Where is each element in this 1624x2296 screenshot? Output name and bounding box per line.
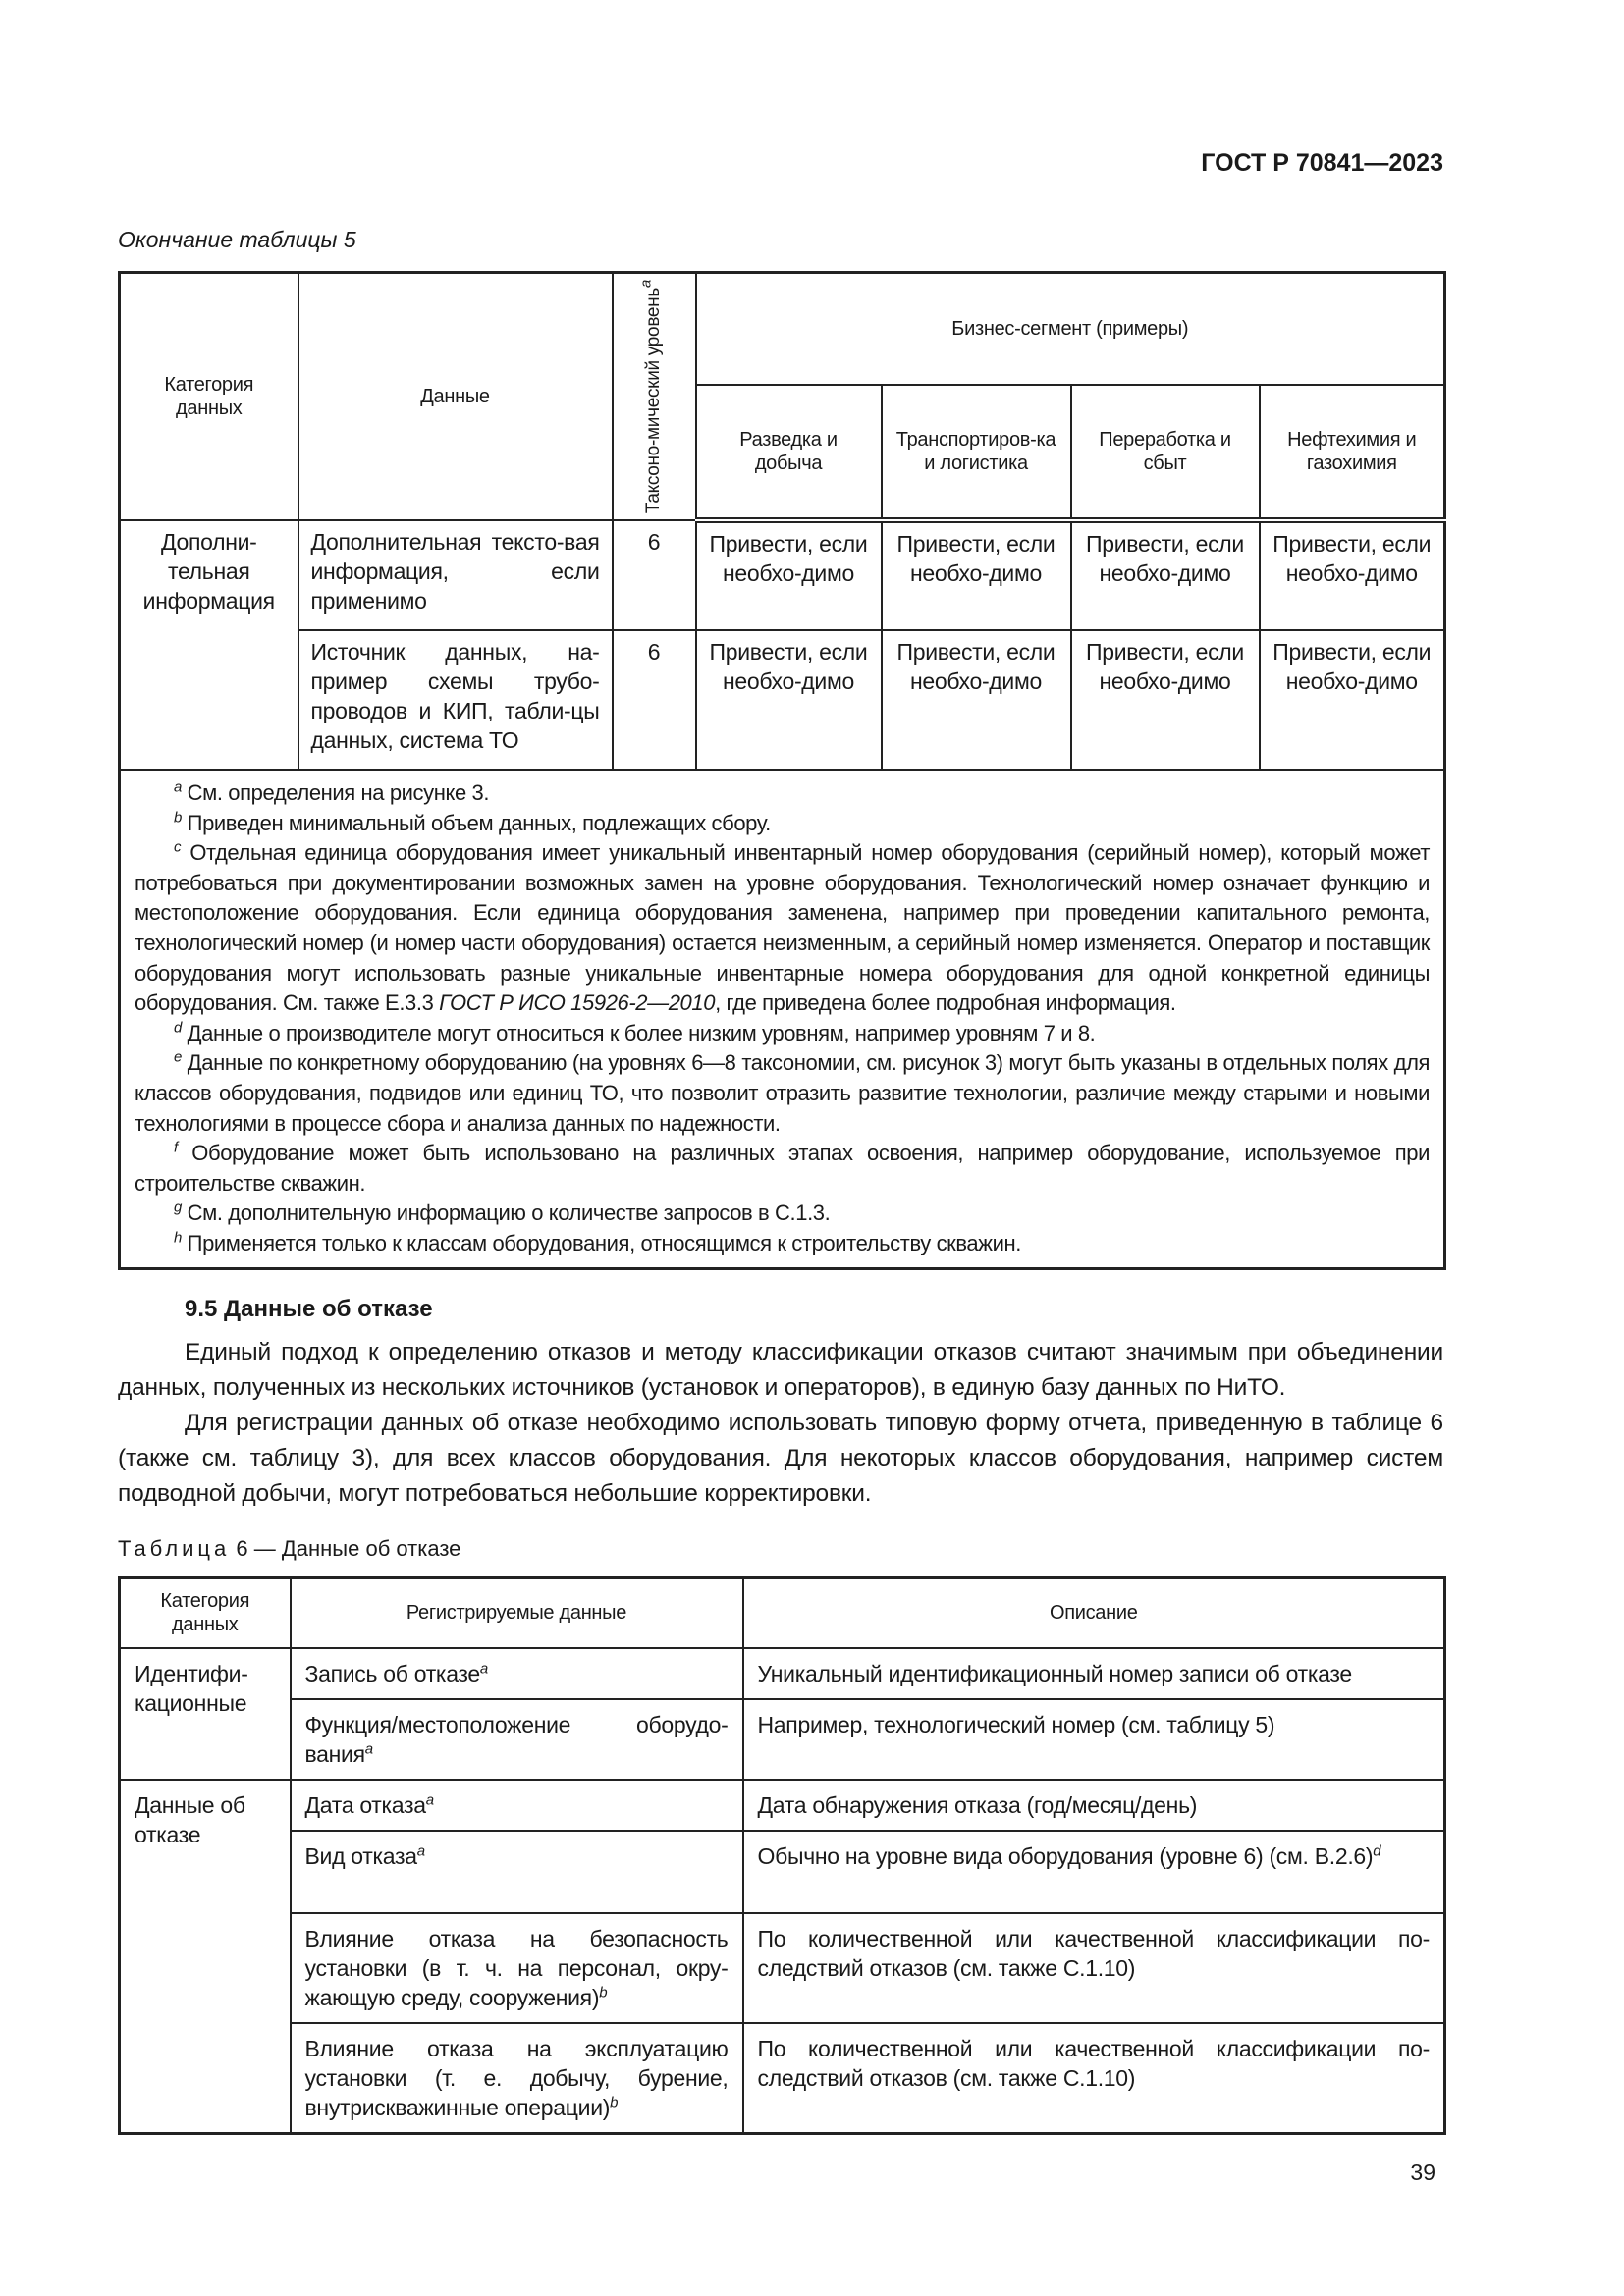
footnote-mark: g [174, 1200, 182, 1217]
table-row [120, 520, 1445, 630]
text: Влияние отказа на безопасность установки (в т. ч. на персонал, окру-жающую среду, сооружения) [304, 1926, 729, 2011]
header-segment: Разведка и добыча [696, 385, 882, 520]
table-caption [118, 1535, 1443, 1563]
footnote-mark: h [174, 1229, 182, 1247]
footnote-mark: b [599, 1984, 608, 2002]
text: Таблица [118, 1535, 231, 1561]
header-description: Описание [743, 1577, 1445, 1648]
footnote-mark: d [1373, 1842, 1381, 1860]
table-row [120, 1831, 1445, 1913]
footnote [135, 1229, 1430, 1259]
table-row [120, 1648, 1445, 1699]
level-cell: 6 [613, 520, 696, 630]
category-cell: Идентифи-кационные [120, 1648, 291, 1780]
segment-cell: Привести, если необхо-димо [882, 630, 1071, 770]
segment-cell: Привести, если необхо-димо [1071, 520, 1260, 630]
header-recorded-data: Регистрируемые данные [291, 1577, 743, 1648]
header-segment: Нефтехимия и газохимия [1260, 385, 1445, 520]
category-cell: Данные об отказе [120, 1780, 291, 2134]
segment-cell: Привести, если необхо-димо [882, 520, 1071, 630]
table-row [120, 1780, 1445, 1831]
header-category: Категория данных [120, 273, 298, 521]
footnote-mark: b [174, 809, 182, 827]
segment-cell: Привести, если необхо-димо [1260, 630, 1445, 770]
footnote [135, 838, 1430, 1019]
text: Данные о производителе могут относиться к более низким уровням, например уровням 7 и 8. [187, 1020, 1096, 1045]
segment-cell: Привести, если необхо-димо [1071, 630, 1260, 770]
category-cell: Дополни-тельная информация [120, 520, 298, 770]
table-6 [118, 1576, 1446, 2136]
footnote-mark: a [416, 1842, 425, 1860]
footnote [135, 1139, 1430, 1199]
data-cell [291, 1780, 743, 1831]
text: Оборудование может быть использовано на различных этапах освоения, например оборудование, используемое при строительстве скважин. [135, 1141, 1431, 1196]
text: Данные по конкретному оборудованию (на уровнях 6—8 таксономии, см. рисунок 3) могут быть указаны в отдельных полях для классов оборудования, подвидов или единиц ТО, что позволит отразить развитие технологии, различие между старыми и новыми технологиями в процессе сбора и анализа данных по надежности. [135, 1050, 1431, 1136]
data-cell [291, 1913, 743, 2023]
footnote-mark: a [637, 280, 655, 289]
footnote [135, 778, 1430, 809]
data-cell: Дополнительная тексто-вая информация, если применимо [298, 520, 613, 630]
data-cell: Источник данных, на-пример схемы трубо-проводов и КИП, табли-цы данных, система ТО [298, 630, 613, 770]
segment-cell: Привести, если необхо-димо [696, 630, 882, 770]
text: См. определения на рисунке 3. [187, 780, 490, 806]
table-row [120, 1699, 1445, 1780]
footnote-mark: d [174, 1019, 182, 1037]
table-continuation-label: Окончание таблицы 5 [118, 227, 356, 252]
description-cell [743, 1831, 1445, 1913]
footnote-mark: a [174, 778, 182, 796]
description-cell: По количественной или качественной классификации по-следствий отказов (см. также С.1.10) [743, 2023, 1445, 2134]
header-data: Данные [298, 273, 613, 521]
header-taxonomy-level [613, 273, 696, 521]
segment-cell: Привести, если необхо-димо [1260, 520, 1445, 630]
text: Приведен минимальный объем данных, подлежащих сбору. [187, 810, 771, 835]
page-number: 39 [1410, 2160, 1435, 2186]
document-page [118, 0, 1443, 2245]
table-row [120, 2023, 1445, 2134]
footnote [135, 809, 1430, 839]
data-cell [291, 2023, 743, 2134]
section-heading: 9.5 Данные об отказе [185, 1295, 433, 1322]
level-cell: 6 [613, 630, 696, 770]
description-cell: Например, технологический номер (см. таблицу 5) [743, 1699, 1445, 1780]
text: Функция/местоположение оборудо-вания [304, 1712, 729, 1768]
paragraph: Для регистрации данных об отказе необходимо использовать типовую форму отчета, приведенную в таблице 6 (также см. таблицу 3), для всех классов оборудования. Для некоторых классов оборудования, например систем подводной добычи, могут потребоваться небольшие корректировки. [118, 1409, 1443, 1507]
footnote [135, 1199, 1430, 1229]
standard-reference: ГОСТ Р ИСО 15926-2—2010 [439, 990, 716, 1016]
header-business-segment: Бизнес-сегмент (примеры) [696, 273, 1445, 385]
text: Применяется только к классам оборудования, относящимся к строительству скважин. [187, 1230, 1021, 1255]
footnote-mark: a [479, 1660, 488, 1678]
text: Обычно на уровне вида оборудования (уровне 6) (см. В.2.6) [757, 1843, 1374, 1870]
table-row [120, 630, 1445, 770]
footnote-mark: a [364, 1740, 373, 1758]
text: Влияние отказа на эксплуатацию установки (т. е. добычу, бурение, внутрискважинные операции) [304, 2036, 729, 2121]
description-cell: Дата обнаружения отказа (год/месяц/день) [743, 1780, 1445, 1831]
footnote-mark: e [174, 1049, 182, 1067]
footnote-mark: f [174, 1139, 178, 1156]
paragraph: Единый подход к определению отказов и методу классификации отказов считают значимым при объединении данных, полученных из нескольких источников (установок и операторов), в единую базу данных по НиТО. [118, 1338, 1443, 1401]
data-cell [291, 1648, 743, 1699]
header-segment: Транспортиров-ка и логистика [882, 385, 1071, 520]
footnote-mark: b [610, 2094, 619, 2111]
table-footnotes [120, 770, 1445, 1268]
data-cell [291, 1831, 743, 1913]
text: Дата отказа [304, 1792, 426, 1819]
text: 6 [236, 1535, 248, 1561]
text: См. дополнительную информацию о количестве запросов в С.1.3. [187, 1201, 831, 1226]
header-segment: Переработка и сбыт [1071, 385, 1260, 520]
segment-cell: Привести, если необхо-димо [696, 520, 882, 630]
table-5 [118, 271, 1446, 1270]
footnote-mark: c [174, 838, 182, 856]
taxonomy-level-label: Таксоно-мический уровень [643, 288, 664, 514]
description-cell: Уникальный идентификационный номер записи об отказе [743, 1648, 1445, 1699]
text: Отдельная единица оборудования имеет уникальный инвентарный номер оборудования (серийный номер), который может потребоваться при документировании возможных замен на уровне оборудования. Технологический номер означает функцию и местоположение оборудования. Если единица оборудования заменена, например при проведении капитального ремонта, технологический номер (и номер части оборудования) остается неизменным, а серийный номер изменяется. Оператор и поставщик оборудования могут использовать разные уникальные инвентарные номера оборудования для одной конкретной единицы оборудования. См. также Е.3.3 [135, 840, 1431, 1016]
description-cell: По количественной или качественной классификации по-следствий отказов (см. также С.1.10) [743, 1913, 1445, 2023]
table-row [120, 1913, 1445, 2023]
document-id: ГОСТ Р 70841—2023 [1201, 149, 1443, 177]
data-cell [291, 1699, 743, 1780]
footnote [135, 1048, 1430, 1139]
text: — Данные об отказе [253, 1535, 461, 1561]
text: Вид отказа [304, 1843, 417, 1870]
footnote [135, 1019, 1430, 1049]
text: Запись об отказе [304, 1661, 480, 1687]
footnote-mark: a [425, 1791, 434, 1809]
header-category: Категория данных [120, 1577, 291, 1648]
text: , где приведена более подробная информация. [715, 990, 1176, 1016]
